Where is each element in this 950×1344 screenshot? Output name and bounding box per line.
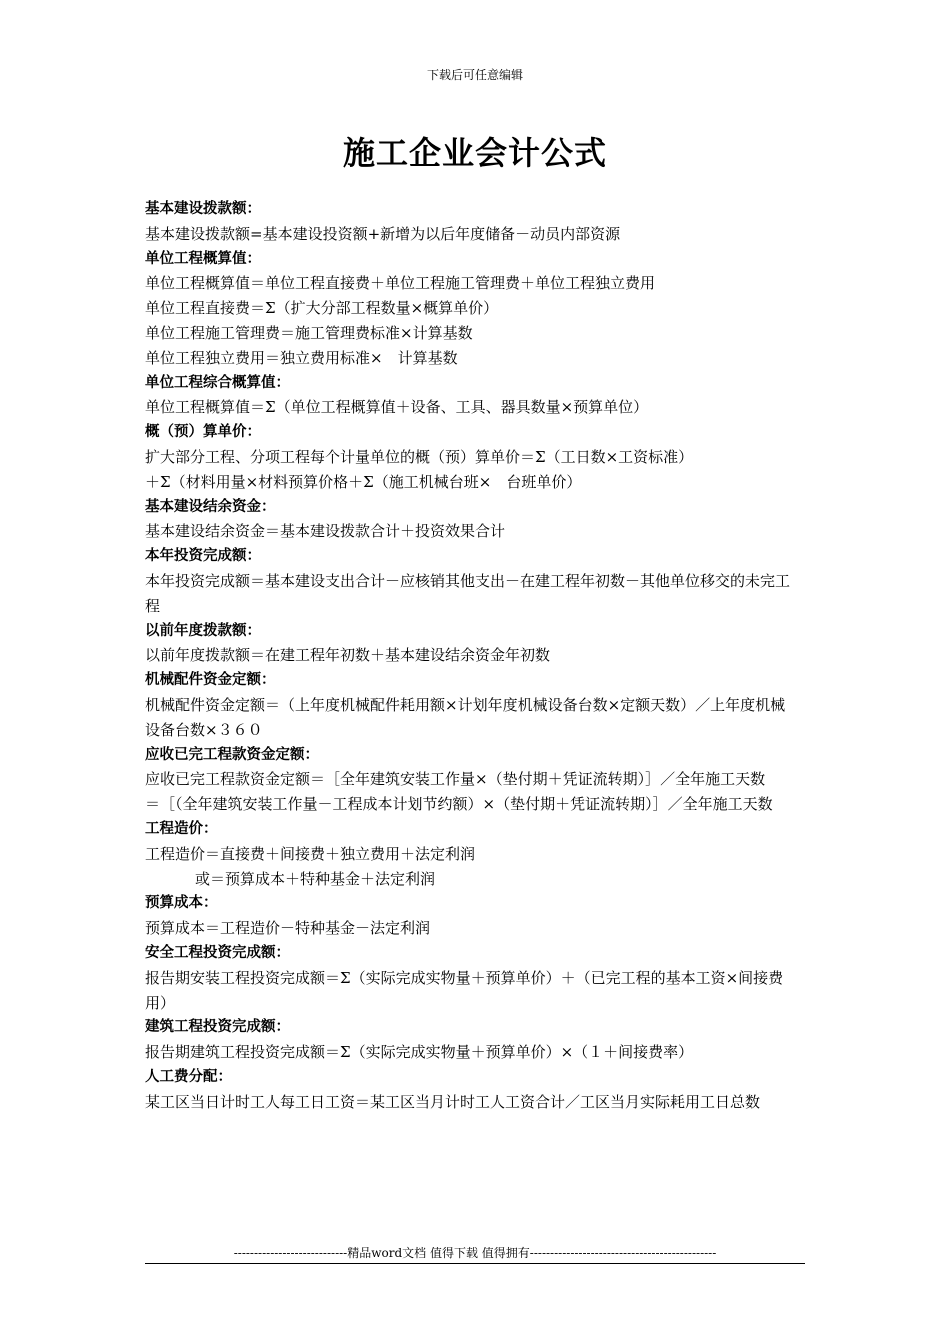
formula-line: 基本建设结余资金＝基本建设拨款合计＋投资效果合计 — [145, 522, 506, 541]
formula-section — [145, 371, 800, 421]
formula-line: 单位工程直接费＝Σ（扩大分部工程数量×概算单价） — [145, 299, 499, 318]
formula-line: 单位工程施工管理费＝施工管理费标准×计算基数 — [145, 323, 473, 342]
footer-rule — [145, 1263, 805, 1264]
section-heading: 工程造价： — [145, 820, 218, 837]
formula-section — [145, 743, 800, 817]
formula-line: ＋Σ（材料用量×材料预算价格＋Σ（施工机械台班× 台班单价） — [145, 472, 582, 491]
document-title: 施工企业会计公式 — [342, 134, 607, 172]
section-heading: 建筑工程投资完成额： — [145, 1019, 290, 1036]
document-body — [145, 197, 800, 1114]
formula-line: 工程造价＝直接费＋间接费＋独立费用＋法定利润 — [145, 844, 476, 863]
formula-line: 机械配件资金定额＝（上年度机械配件耗用额×计划年度机械设备台数×定额天数）／上年度机械设备台数×３６０ — [145, 695, 786, 739]
formula-line: 单位工程概算值＝单位工程直接费＋单位工程施工管理费＋单位工程独立费用 — [145, 274, 656, 293]
formula-line: 应收已完工程款资金定额＝［全年建筑安装工作量×（垫付期＋凭证流转期）］／全年施工天数 — [145, 770, 766, 789]
formula-section — [145, 891, 800, 941]
formula-line: 或＝预算成本＋特种基金＋法定利润 — [195, 869, 436, 888]
formula-line: 报告期建筑工程投资完成额＝Σ（实际完成实物量＋预算单价）×（１＋间接费率） — [145, 1043, 694, 1062]
section-heading: 基本建设拨款额： — [145, 201, 261, 217]
section-heading: 预算成本： — [145, 895, 218, 912]
section-heading: 安全工程投资完成额： — [145, 944, 290, 961]
formula-line: 预算成本＝工程造价－特种基金－法定利润 — [145, 919, 431, 938]
formula-line: 本年投资完成额＝基本建设支出合计－应核销其他支出－在建工程年初数－其他单位移交的未完工程 — [145, 571, 791, 615]
section-heading: 单位工程概算值： — [145, 250, 261, 267]
formula-section — [145, 1065, 800, 1115]
header-note: 下载后可任意编辑 — [426, 68, 523, 82]
section-heading: 应收已完工程款资金定额： — [145, 746, 319, 763]
formula-section — [145, 817, 800, 891]
formula-section — [145, 247, 800, 371]
formula-line: ＝［（全年建筑安装工作量－工程成本计划节约额）×（垫付期＋凭证流转期）］／全年施工天数 — [145, 795, 773, 814]
formula-section — [145, 495, 800, 545]
formula-section — [145, 420, 800, 494]
formula-section — [145, 941, 800, 1015]
section-heading: 基本建设结余资金： — [145, 498, 276, 515]
section-heading: 以前年度拨款额： — [145, 622, 261, 639]
formula-line: 以前年度拨款额＝在建工程年初数＋基本建设结余资金年初数 — [145, 646, 551, 665]
formula-line: 扩大部分工程、分项工程每个计量单位的概（预）算单价＝Σ（工日数×工资标准） — [145, 447, 694, 466]
footer-text: ----------------------------精品word文档 值得下载 值得拥有---------------------------------------------- — [233, 1246, 717, 1260]
section-heading: 单位工程综合概算值： — [145, 374, 290, 391]
formula-line: 单位工程概算值＝Σ（单位工程概算值＋设备、工具、器具数量×预算单位） — [145, 398, 649, 417]
formula-line: 基本建设拨款额=基本建设投资额+新增为以后年度储备－动员内部资源 — [145, 224, 621, 243]
formula-section — [145, 619, 800, 669]
section-heading: 本年投资完成额： — [145, 548, 261, 565]
section-heading: 机械配件资金定额： — [145, 672, 276, 689]
page-footer — [145, 1244, 805, 1264]
formula-section — [145, 1015, 800, 1065]
formula-line: 报告期安装工程投资完成额＝Σ（实际完成实物量＋预算单价）＋（已完工程的基本工资×间接费用） — [145, 968, 784, 1012]
section-heading: 概（预）算单价： — [145, 424, 261, 441]
formula-section — [145, 197, 800, 247]
formula-section — [145, 668, 800, 742]
section-heading: 人工费分配： — [145, 1068, 232, 1085]
formula-section — [145, 544, 800, 618]
formula-line: 单位工程独立费用＝独立费用标准× 计算基数 — [145, 348, 458, 367]
formula-line: 某工区当日计时工人每工日工资＝某工区当月计时工人工资合计／工区当月实际耗用工日总数 — [145, 1092, 761, 1111]
